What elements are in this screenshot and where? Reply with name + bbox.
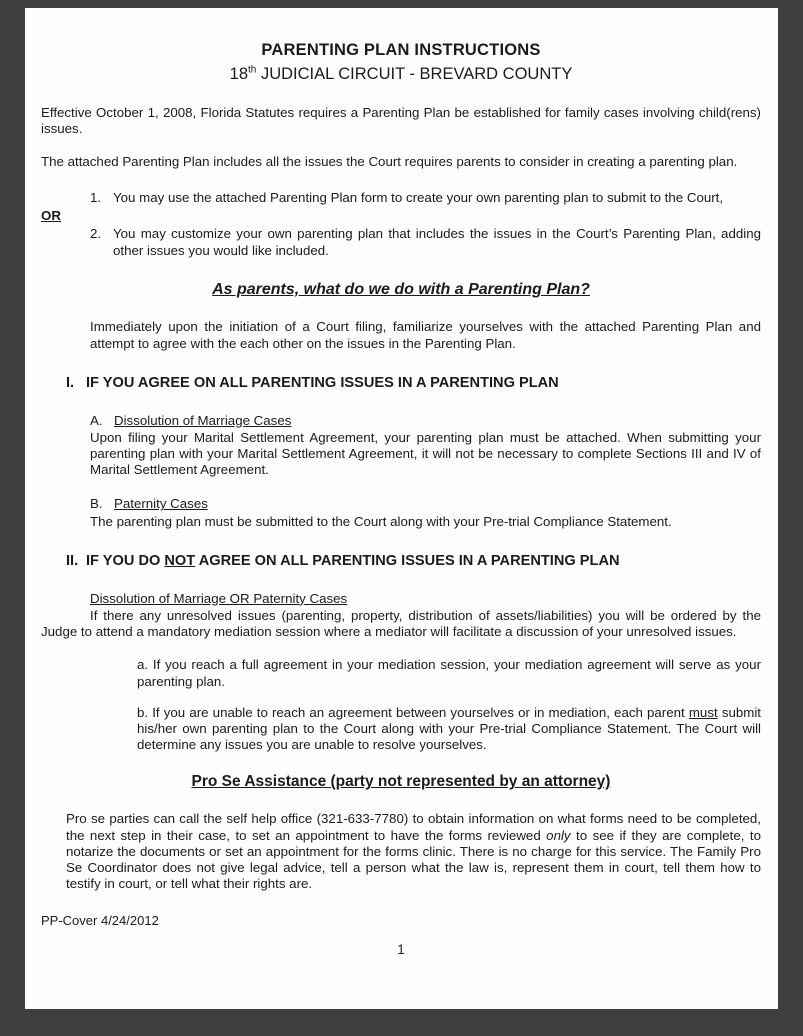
pro-se-only-italic: only — [546, 827, 571, 843]
subtitle-pre: 18 — [229, 65, 249, 84]
section-1a-label — [90, 413, 761, 429]
section-1b-number: B. — [90, 496, 103, 512]
option-item-1 — [41, 190, 761, 206]
subtitle-post: JUDICIAL CIRCUIT - BREVARD COUNTY — [256, 65, 573, 84]
option-1-number: 1. — [90, 189, 102, 205]
option-item-2 — [41, 226, 761, 258]
section-2-sub-label: Dissolution of Marriage OR Paternity Cases — [90, 590, 348, 606]
mediation-item-b — [137, 705, 761, 754]
or-label: OR — [41, 208, 61, 224]
section-1b-title: Paternity Cases — [114, 496, 208, 512]
section-1-title: IF YOU AGREE ON ALL PARENTING ISSUES IN A PARENTING PLAN — [86, 374, 559, 391]
section-2-number: II. — [66, 552, 79, 569]
what-paragraph: Immediately upon the initiation of a Court filing, familiarize yourselves with the attached Parenting Plan and attempt to agree with the each other on the issues in the Parenting Plan. — [90, 319, 761, 351]
section-1b-body: The parenting plan must be submitted to the Court along with your Pre-trial Compliance Statement. — [90, 513, 672, 529]
section-1-heading — [66, 375, 761, 393]
title-block — [41, 40, 761, 84]
option-1-text: You may use the attached Parenting Plan form to create your own parenting plan to submit to the Court, — [113, 189, 724, 205]
option-2-text: You may customize your own parenting plan that includes the issues in the Court’s Parenting Plan, adding other issues you would like included. — [113, 226, 761, 258]
page-subtitle — [41, 64, 761, 84]
pro-se-paragraph — [66, 811, 761, 892]
section-2-title-not: NOT — [164, 552, 196, 569]
section-1a-title: Dissolution of Marriage Cases — [114, 412, 292, 428]
section-2-title-pre: IF YOU DO — [86, 552, 165, 569]
mediation-item-a: a. If you reach a full agreement in your mediation session, your mediation agreement will serve as your parenting plan. — [137, 657, 761, 689]
item-b-must: must — [688, 704, 718, 720]
option-2-number: 2. — [90, 226, 102, 242]
item-b-post: submit his/her own parenting plan to the Court along with your Pre-trial Compliance Statement. The Court will determine any issues you are unable to resolve yourselves. — [137, 704, 761, 753]
page-title: PARENTING PLAN INSTRUCTIONS — [261, 41, 541, 59]
section-2-title — [86, 553, 620, 571]
pro-se-heading: Pro Se Assistance (party not represented by an attorney) — [191, 773, 611, 791]
intro-paragraph-2: The attached Parenting Plan includes all the issues the Court requires parents to consider in creating a parenting plan. — [41, 153, 738, 169]
subtitle-superscript: th — [248, 64, 257, 76]
pro-se-pre: Pro se parties can call the self help office (321-633-7780) to obtain information on what forms need to be completed, the next step in their case, to set an appointment to have the forms reviewed — [66, 811, 761, 843]
what-heading: As parents, what do we do with a Parenting Plan? — [212, 280, 590, 298]
document-page — [25, 8, 778, 1009]
section-1a-body: Upon filing your Marital Settlement Agreement, your parenting plan must be attached. When submitting your parenting plan with your Marital Settlement Agreement, it will not be necessary to complete Sections III and IV of Marital Settlement Agreement. — [90, 429, 761, 478]
section-1a-number: A. — [90, 412, 103, 428]
item-b-pre: b. If you are unable to reach an agreement between yourselves or in mediation, each parent — [137, 704, 689, 720]
section-2-heading — [66, 553, 761, 571]
section-1-number: I. — [66, 374, 75, 391]
pro-se-post: to see if they are complete, to notarize the documents or set an appointment for the forms clinic. There is no charge for this service. The Family Pro Se Coordinator does not give legal advice, tell a person what the law is, represent them in court, tell them how to testify in court, or tell what their rights are. — [66, 827, 761, 892]
footer-revision-label: PP-Cover 4/24/2012 — [41, 913, 159, 929]
page-number: 1 — [397, 942, 405, 958]
section-2-title-post: AGREE ON ALL PARENTING ISSUES IN A PARENTING PLAN — [195, 552, 620, 569]
section-2-body: If there any unresolved issues (parenting, property, distribution of assets/liabilities) you will be ordered by the Judge to attend a mandatory mediation session where a mediator will facilitate a discussion of your unresolved issues. — [41, 607, 761, 640]
section-1b-label — [90, 496, 761, 512]
intro-paragraph-1: Effective October 1, 2008, Florida Statutes requires a Parenting Plan be established for family cases involving child(rens) issues. — [41, 105, 761, 137]
